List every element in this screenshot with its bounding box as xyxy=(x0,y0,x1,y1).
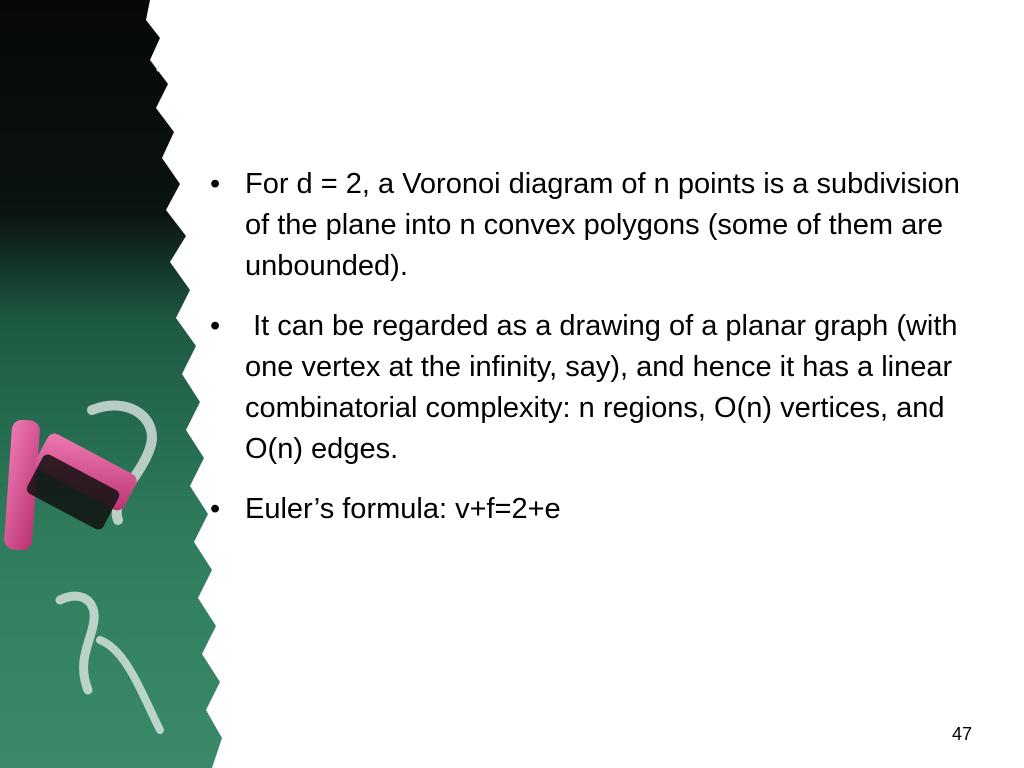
bullet-item xyxy=(206,306,976,470)
bullet-marker: • xyxy=(210,493,221,525)
chalkboard-decoration xyxy=(0,0,240,768)
chalkboard-shape xyxy=(0,0,222,768)
bullet-marker: • xyxy=(210,310,221,342)
bullet-list xyxy=(206,164,976,530)
bullet-item xyxy=(206,164,976,287)
bullet-text: It can be regarded as a drawing of a planar graph (with one vertex at the infinity, say), and hence it has a linear combinatorial complexity: n regions, O(n) vertices, and O(n) edges. xyxy=(245,310,966,465)
bullet-text: Euler’s formula: v+f=2+e xyxy=(245,493,561,525)
bullet-text: For d = 2, a Voronoi diagram of n points is a subdivision of the plane into n convex polygons (some of them are unbounded). xyxy=(245,168,968,282)
slide-number: 47 xyxy=(951,724,972,744)
slide-body xyxy=(206,164,976,549)
bullet-item xyxy=(206,489,976,530)
bullet-marker: • xyxy=(210,168,221,200)
